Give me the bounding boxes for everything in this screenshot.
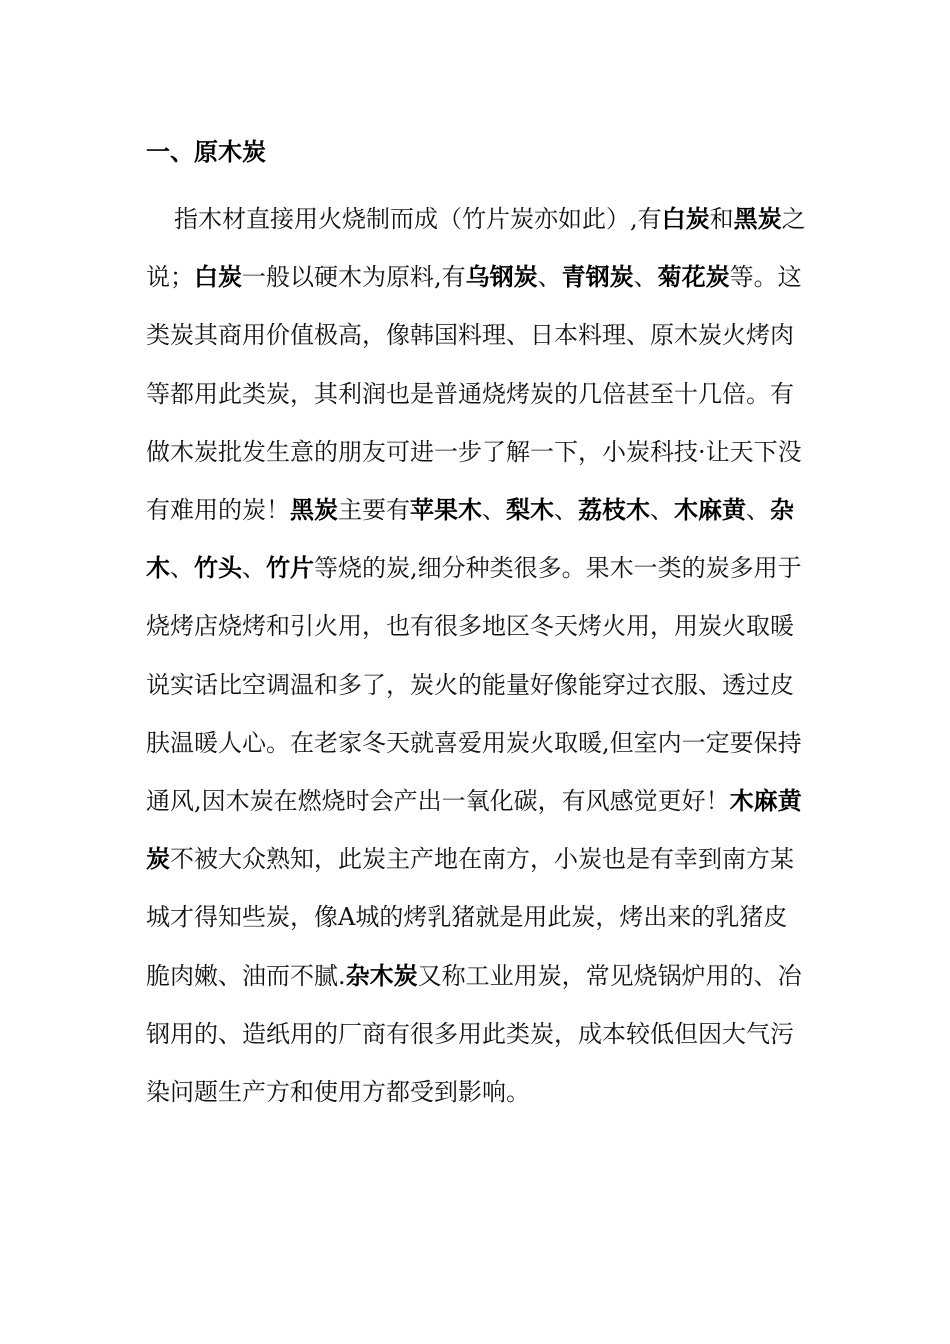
text-run: 之说；	[146, 205, 806, 292]
text-run: 不被大众熟知，此炭主产地在南方，小炭也是有幸到南方某城才得知些炭，像A城的烤乳猪就是用此炭，烤出来的乳猪皮脆肉嫩、油而不腻.	[146, 845, 794, 990]
text-run: 、	[537, 263, 562, 292]
bold-term: 竹头	[194, 553, 242, 583]
bold-term: 竹片	[266, 553, 314, 583]
section-heading: 一、原木炭	[146, 137, 266, 166]
bold-term: 木麻黄炭	[146, 786, 802, 874]
text-run: 、	[746, 496, 770, 525]
text-run: 一般以硬木为原料,有	[242, 263, 466, 292]
bold-term: 杂木炭	[345, 960, 418, 990]
text-run: 、	[482, 496, 506, 525]
bold-term: 菊花炭	[657, 262, 730, 292]
bold-term: 白炭	[661, 204, 710, 233]
text-run: 、	[633, 263, 658, 292]
text-run: 等烧的炭,细分种类很多。果木一类的炭多用于烧烤店烧烤和引火用，也有很多地区冬天烤火用，用炭火取暖说实话比空调温和多了，炭火的能量好像能穿过衣服、透过皮肤温暖人心。在老家冬天就喜爱用炭火取暖,但室内一定要保持通风,因木炭在燃烧时会产出一氧化碳，有风感觉更好！	[146, 554, 802, 816]
bold-term: 杂木	[146, 495, 794, 583]
text-run: 指木材直接用火烧制而成（竹片炭亦如此）,有	[174, 205, 662, 233]
text-run: 等。这类炭其商用价值极高，像韩国料理、日本料理、原木炭火烤肉等都用此类炭，其利润也是普通烧烤炭的几倍甚至十几倍。有做木炭批发生意的朋友可进一步了解一下，小炭科技·让天下没有难用的炭！	[146, 263, 802, 525]
bold-term: 黑炭	[733, 204, 782, 233]
bold-term: 梨木	[506, 495, 554, 525]
bold-term: 苹果木	[410, 495, 482, 525]
bold-term: 白炭	[194, 262, 242, 292]
body-paragraph	[146, 190, 810, 1121]
text-run: 、	[650, 496, 674, 525]
text-run: 又称工业用炭，常见烧锅炉用的、冶钢用的、造纸用的厂商有很多用此类炭，成本较低但因大气污染问题生产方和使用方都受到影响。	[146, 961, 802, 1107]
text-run: 、	[170, 554, 194, 583]
bold-term: 木麻黄	[674, 495, 746, 525]
bold-term: 黑炭	[290, 495, 338, 525]
bold-term: 乌钢炭	[465, 262, 538, 292]
text-run: 、	[242, 554, 266, 583]
bold-term: 青钢炭	[561, 262, 634, 292]
text-run: 、	[554, 496, 578, 525]
text-run: 主要有	[338, 496, 410, 525]
bold-term: 荔枝木	[578, 495, 650, 525]
text-run: 和	[709, 205, 734, 233]
